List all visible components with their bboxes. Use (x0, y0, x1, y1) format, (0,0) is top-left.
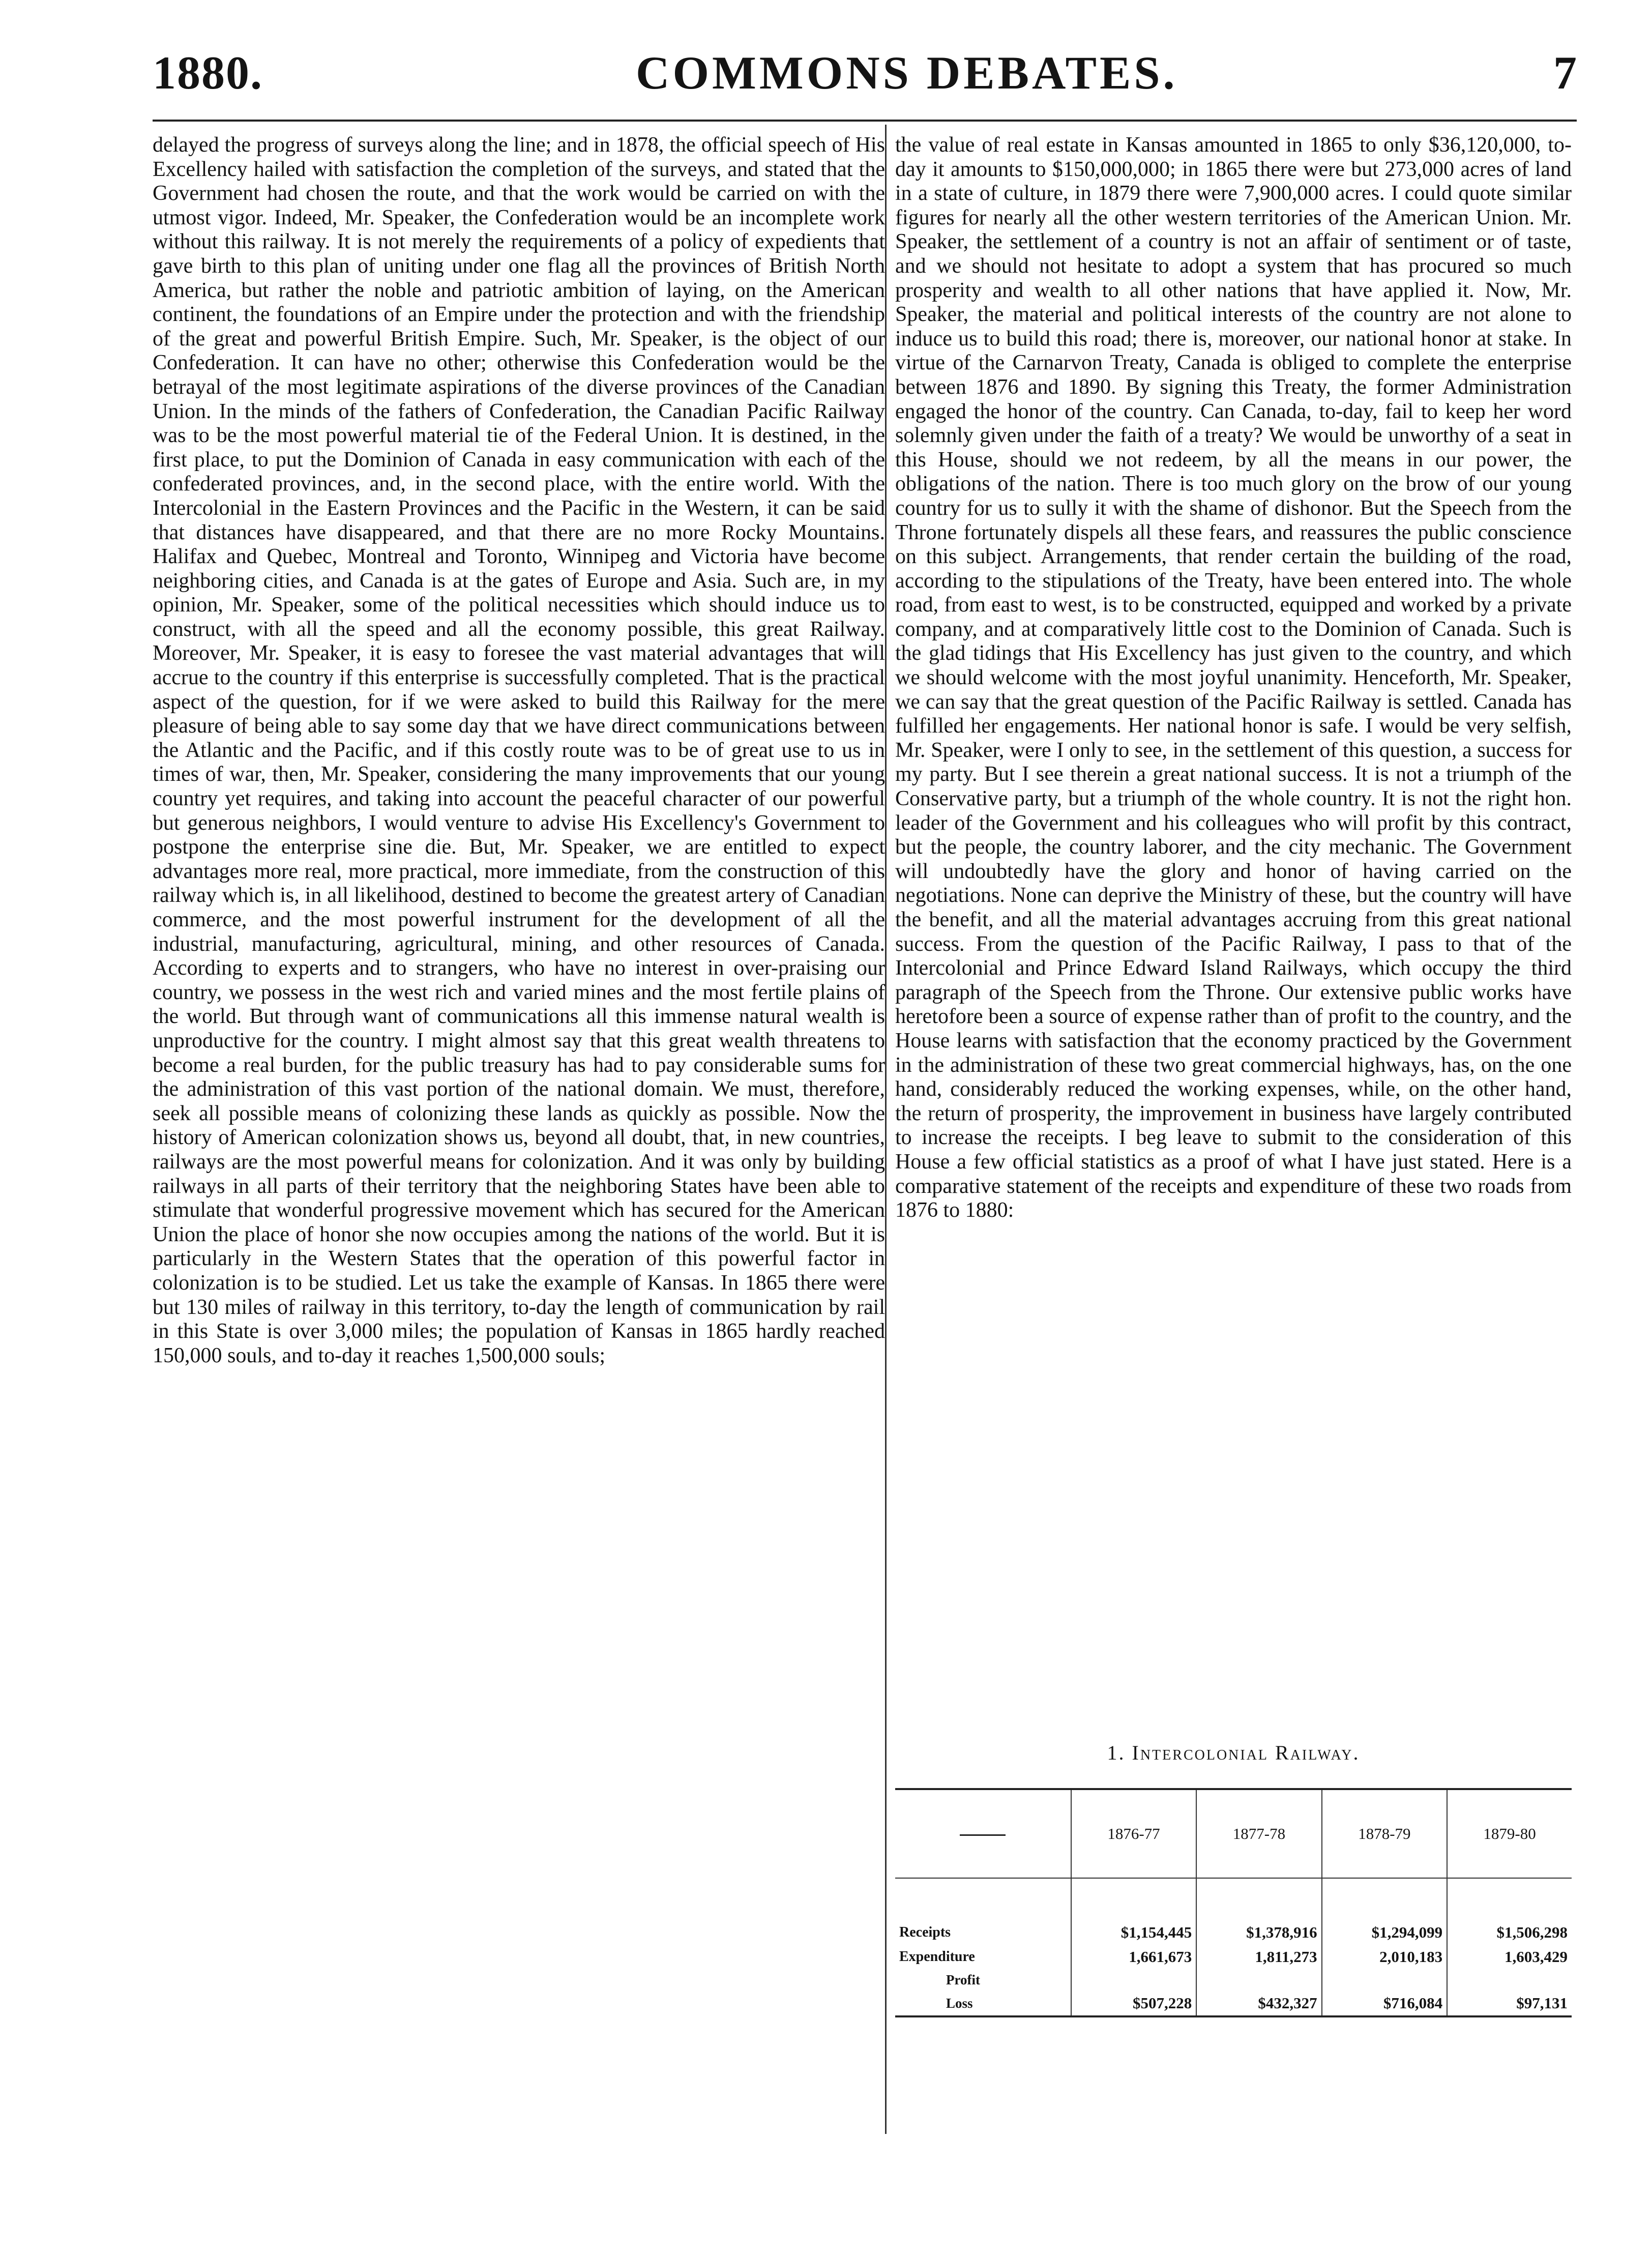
railway-statistics-table (895, 1788, 1572, 2017)
right-column-text: the value of real estate in Kansas amounted in 1865 to only $36,120,000, to-day it amounts to $150,000,000; in 1865 there were but 273,000 acres of land in a state of culture, in 1879 there were 7,900,000 acres. I could quote similar figures for nearly all the other western territories of the American Union. Mr. Speaker, the settlement of a country is not an affair of sentiment or of taste, and we should not hesitate to adopt a system that has procured so much prosperity and wealth to all other nations that have applied it. Now, Mr. Speaker, the material and political interests of the country are not alone to induce us to build this road; there is, moreover, our national honor at stake. In virtue of the Carnarvon Treaty, Canada is obliged to complete the enterprise between 1876 and 1890. By signing this Treaty, the former Administration engaged the honor of the country. Can Canada, to-day, fail to keep her word solemnly given under the faith of a treaty? We would be unworthy of a seat in this House, should we not redeem, by all the means in our power, the obligations of the nation. There is too much glory on the brow of our young country for us to sully it with the shame of dishonor. But the Speech from the Throne fortunately dispels all these fears, and reassures the public conscience on this subject. Arrangements, that render certain the building of the road, according to the stipulations of the Treaty, have been entered into. The whole road, from east to west, is to be constructed, equipped and worked by a private company, and at comparatively little cost to the Dominion of Canada. Such is the glad tidings that His Excellency has just given to the country, and which we should welcome with the most joyful unanimity. Henceforth, Mr. Speaker, we can say that the great question of the Pacific Railway is settled. Canada has fulfilled her engagements. Her national honor is safe. I would be very selfish, Mr. Speaker, were I only to see, in the settlement of this question, a success for my party. But I see therein a great national success. It is not a triumph of the Conservative party, but a triumph of the whole country. It is not the right hon. leader of the Government and his colleagues who will profit by this contract, but the people, the country laborer, and the city mechanic. The Government will undoubtedly have the glory and honor of having carried on the negotiations. None can deprive the Ministry of these, but the country will have the benefit, and all the material advantages accruing from this great national success. From the question of the Pacific Railway, I pass to that of the Intercolonial and Prince Edward Island Railways, which occupy the third paragraph of the Speech from the Throne. Our extensive public works have heretofore been a source of expense rather than of profit to the country, and the House learns with satisfaction that the economy practiced by the Government in the administration of these two great commercial highways, has, on the one hand, considerably reduced the working expenses, while, on the other hand, the return of prosperity, the improvement in business have largely contributed to increase the receipts. I beg leave to submit to the consideration of this House a few official statistics as a proof of what I have just stated. Here is a comparative statement of the receipts and expenditure of these two roads from 1876 to 1880: (895, 133, 1572, 1222)
left-column (153, 133, 885, 1368)
table-column-header: 1876-77 (1071, 1789, 1196, 1878)
table-cell: 1,603,429 (1447, 1945, 1572, 1969)
table-row-loss (895, 1991, 1572, 2016)
table-title: 1. Intercolonial Railway. (1107, 1741, 1360, 1764)
table-cell (1196, 1969, 1321, 1991)
row-label: Receipts (899, 1924, 951, 1940)
table-row-profit (895, 1969, 1572, 1991)
table-cell: $1,294,099 (1322, 1920, 1447, 1945)
table-cell: $97,131 (1447, 1991, 1572, 2016)
table-column-header: 1877-78 (1196, 1789, 1321, 1878)
table-cell: 1,811,273 (1196, 1945, 1321, 1969)
table-cell: 1,661,673 (1071, 1945, 1196, 1969)
table-row-expenditure (895, 1945, 1572, 1969)
table-cell: $1,154,445 (1071, 1920, 1196, 1945)
table-spacer-row (895, 1878, 1572, 1920)
header-rule (153, 120, 1577, 122)
table-cell (1322, 1969, 1447, 1991)
table-cell: $432,327 (1196, 1991, 1321, 2016)
table-cell: $1,506,298 (1447, 1920, 1572, 1945)
header-year: 1880. (153, 47, 263, 99)
table-cell: $507,228 (1071, 1991, 1196, 2016)
page-header (153, 46, 1577, 122)
table-cell: $716,084 (1322, 1991, 1447, 2016)
header-page-number: 7 (1553, 47, 1577, 99)
row-label: Profit (946, 1972, 980, 1987)
table-header-row (895, 1789, 1572, 1878)
table-cell (1447, 1969, 1572, 1991)
table-column-header: 1879-80 (1447, 1789, 1572, 1878)
table-header-blank (895, 1789, 1071, 1878)
column-divider (885, 125, 887, 2134)
table-cell: 2,010,183 (1322, 1945, 1447, 1969)
row-label: Loss (895, 1991, 1071, 2016)
table-cell (1071, 1969, 1196, 1991)
table-column-header: 1878-79 (1322, 1789, 1447, 1878)
header-title: COMMONS DEBATES. (636, 47, 1178, 99)
table-cell: $1,378,916 (1196, 1920, 1321, 1945)
table-row-receipts (895, 1920, 1572, 1945)
left-column-text: delayed the progress of surveys along the line; and in 1878, the official speech of His Excellency hailed with satisfaction the completion of the surveys, and stated that the Government had chosen the route, and that the work would be carried on with the utmost vigor. Indeed, Mr. Speaker, the Confederation would be an incomplete work without this railway. It is not merely the requirements of a policy of expedients that gave birth to this plan of uniting under one flag all the provinces of British North America, but rather the noble and patriotic ambition of laying, on the American continent, the foundations of an Empire under the protection and with the friendship of the great and powerful British Empire. Such, Mr. Speaker, is the object of our Confederation. It can have no other; otherwise this Confederation would be the betrayal of the most legitimate aspirations of the diverse provinces of the Canadian Union. In the minds of the fathers of Confederation, the Canadian Pacific Railway was to be the most powerful material tie of the Federal Union. It is destined, in the first place, to put the Dominion of Canada in easy communication with each of the confederated provinces, and, in the second place, with the entire world. With the Intercolonial in the Eastern Provinces and the Pacific in the Western, it can be said that distances have disappeared, and that there are no more Rocky Mountains. Halifax and Quebec, Montreal and Toronto, Winnipeg and Victoria have become neighboring cities, and Canada is at the gates of Europe and Asia. Such are, in my opinion, Mr. Speaker, some of the political necessities which should induce us to construct, with all the speed and all the economy possible, this great Railway. Moreover, Mr. Speaker, it is easy to foresee the vast material advantages that will accrue to the country if this enterprise is successfully completed. That is the practical aspect of the question, for if we were asked to build this Railway for the mere pleasure of being able to say some day that we have direct communications between the Atlantic and the Pacific, and if this costly route was to be of great use to us in times of war, then, Mr. Speaker, considering the many improvements that our young country yet requires, and taking into account the peaceful character of our powerful but generous neighbors, I would venture to advise His Excellency's Government to postpone the enterprise sine die. But, Mr. Speaker, we are entitled to expect advantages more real, more practical, more immediate, from the construction of this railway which is, in all likelihood, destined to become the greatest artery of Canadian commerce, and the most powerful instrument for the development of all the industrial, manufacturing, agricultural, mining, and other resources of Canada. According to experts and to strangers, who have no interest in over-praising our country, we possess in the west rich and varied mines and the most fertile plains of the world. But through want of communications all this immense natural wealth is unproductive for the country. I might almost say that this great wealth threatens to become a real burden, for the public treasury has had to pay considerable sums for the administration of this vast portion of the national domain. We must, therefore, seek all possible means of colonizing these lands as quickly as possible. Now the history of American colonization shows us, beyond all doubt, that, in new countries, railways are the most powerful means for colonization. And it was only by building railways in all parts of their territory that the neighboring States have been able to stimulate that wonderful progressive movement which has secured for the American Union the place of honor she now occupies among the nations of the world. But it is particularly in the Western States that the operation of this powerful factor in colonization is to be studied. Let us take the example of Kansas. In 1865 there were but 130 miles of railway in this territory, to-day the length of communication by rail in this State is over 3,000 miles; the population of Kansas in 1865 hardly reached 150,000 souls, and to-day it reaches 1,500,000 souls; (153, 133, 885, 1367)
row-label: Expenditure (899, 1949, 975, 1965)
right-column (895, 133, 1572, 1223)
